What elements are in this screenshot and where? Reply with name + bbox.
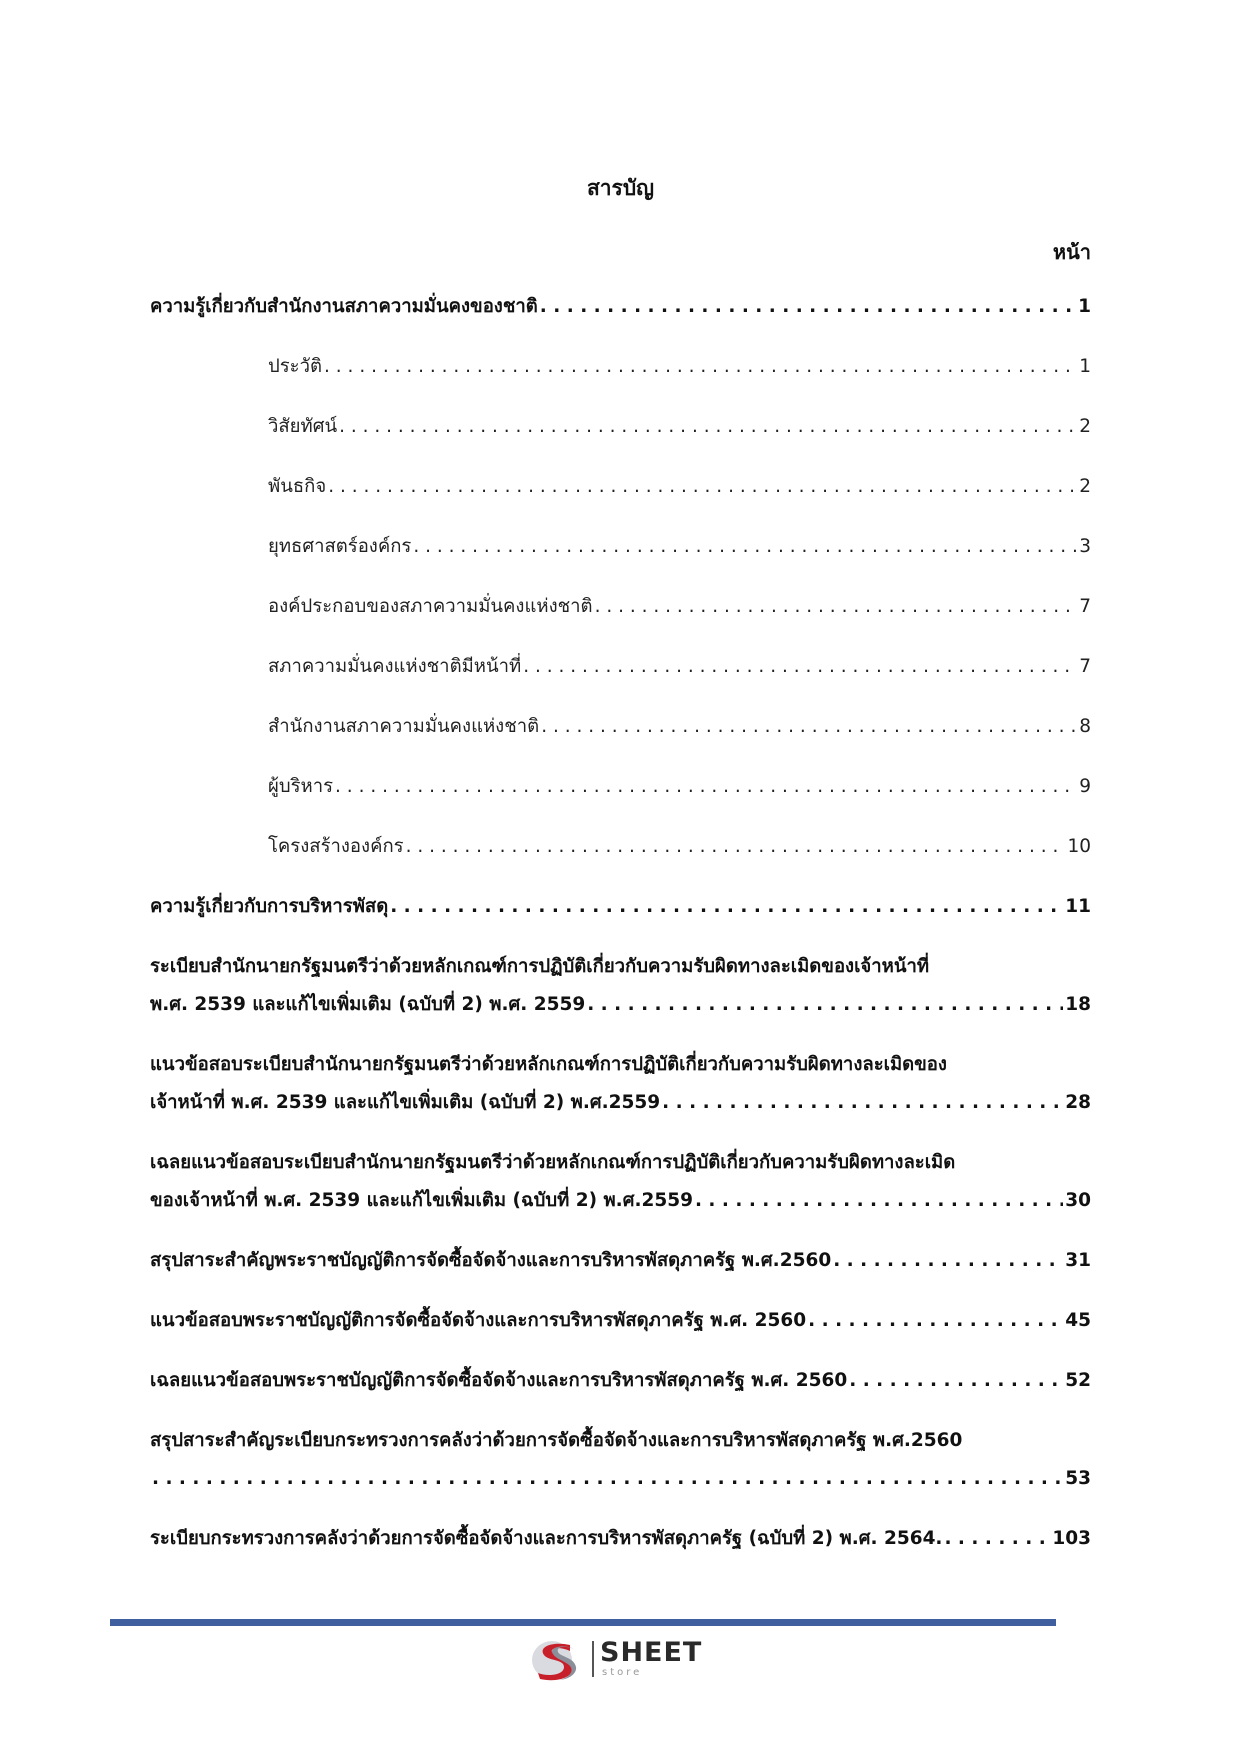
toc-entry-title: ยุทธศาสตร์องค์กร — [268, 536, 412, 557]
toc-entry-title: สรุปสาระสำคัญระเบียบกระทรวงการคลังว่าด้วยการจัดซื้อจัดจ้างและการบริหารพัสดุภาครัฐ พ.ศ.2560 — [150, 1430, 963, 1451]
toc-page-number: 10 — [1067, 836, 1091, 857]
toc-page-number: 28 — [1065, 1092, 1091, 1113]
toc-entry[interactable] — [150, 948, 1091, 1024]
toc-entry[interactable] — [150, 648, 1091, 686]
toc-page-number: 103 — [1052, 1528, 1091, 1549]
table-of-contents — [150, 288, 1091, 1558]
dot-leader — [587, 986, 1063, 1024]
dot-leader — [695, 1182, 1063, 1220]
toc-page-number: 18 — [1065, 994, 1091, 1015]
dot-leader — [849, 1362, 1063, 1400]
dot-leader — [944, 1520, 1050, 1558]
toc-entry[interactable] — [150, 1520, 1091, 1558]
logo-divider — [592, 1641, 594, 1677]
toc-page-number: 1 — [1078, 296, 1091, 317]
logo-subtext: store — [602, 1667, 643, 1678]
toc-entry[interactable] — [150, 708, 1091, 746]
page-column-label: หน้า — [1052, 240, 1091, 264]
toc-entry-title: พันธกิจ — [268, 476, 327, 497]
dot-leader — [662, 1084, 1063, 1122]
toc-entry-title: เฉลยแนวข้อสอบพระราชบัญญัติการจัดซื้อจัดจ้างและการบริหารพัสดุภาครัฐ พ.ศ. 2560 — [150, 1370, 848, 1391]
toc-entry-title: ความรู้เกี่ยวกับสำนักงานสภาความมั่นคงของชาติ — [150, 296, 538, 317]
logo-wordmark: SHEET — [600, 1637, 703, 1668]
toc-entry-title: ความรู้เกี่ยวกับการบริหารพัสดุ — [150, 896, 389, 917]
toc-entry[interactable] — [150, 828, 1091, 866]
toc-page-number: 11 — [1065, 896, 1091, 917]
dot-leader — [335, 768, 1077, 806]
brand-logo — [530, 1637, 710, 1681]
toc-entry[interactable] — [150, 468, 1091, 506]
toc-page-number: 53 — [1065, 1468, 1091, 1489]
toc-page-number: 7 — [1079, 656, 1091, 677]
dot-leader — [540, 288, 1076, 326]
toc-page-number: 45 — [1065, 1310, 1091, 1331]
toc-entry[interactable] — [150, 348, 1091, 386]
toc-entry-title: สภาความมั่นคงแห่งชาติมีหน้าที่ — [268, 656, 522, 677]
toc-entry-title: ประวัติ — [268, 356, 323, 377]
dot-leader — [152, 1460, 1063, 1498]
dot-leader — [523, 648, 1077, 686]
toc-entry-title: ผู้บริหาร — [268, 776, 334, 797]
toc-entry-title: สำนักงานสภาความมั่นคงแห่งชาติ — [268, 716, 540, 737]
toc-page-number: 2 — [1079, 416, 1091, 437]
sheet-store-s-icon — [530, 1637, 586, 1683]
toc-page-number: 30 — [1065, 1190, 1091, 1211]
toc-page-number: 31 — [1065, 1250, 1091, 1271]
dot-leader — [413, 528, 1077, 566]
dot-leader — [595, 588, 1078, 626]
toc-entry[interactable] — [150, 1046, 1091, 1122]
toc-entry[interactable] — [150, 408, 1091, 446]
dot-leader — [541, 708, 1077, 746]
toc-entry-title: แนวข้อสอบพระราชบัญญัติการจัดซื้อจัดจ้างและการบริหารพัสดุภาครัฐ พ.ศ. 2560 — [150, 1310, 807, 1331]
toc-entry-title: ระเบียบกระทรวงการคลังว่าด้วยการจัดซื้อจัดจ้างและการบริหารพัสดุภาครัฐ (ฉบับที่ 2) พ.ศ. 2564. — [150, 1528, 943, 1549]
toc-page-number: 8 — [1079, 716, 1091, 737]
toc-entry[interactable] — [150, 288, 1091, 326]
dot-leader — [324, 348, 1077, 386]
toc-entry-title: โครงสร้างองค์กร — [268, 836, 404, 857]
toc-entry-title: สรุปสาระสำคัญพระราชบัญญัติการจัดซื้อจัดจ้างและการบริหารพัสดุภาครัฐ พ.ศ.2560 — [150, 1250, 832, 1271]
footer-rule — [110, 1619, 1056, 1626]
toc-page-number: 2 — [1079, 476, 1091, 497]
toc-entry[interactable] — [150, 1362, 1091, 1400]
page-title: สารบัญ — [586, 176, 655, 200]
toc-page-number: 7 — [1079, 596, 1091, 617]
toc-page-number: 3 — [1079, 536, 1091, 557]
toc-entry-title: เฉลยแนวข้อสอบระเบียบสำนักนายกรัฐมนตรีว่าด้วยหลักเกณฑ์การปฏิบัติเกี่ยวกับความรับผิดทางละเมิด — [150, 1152, 956, 1173]
dot-leader — [833, 1242, 1063, 1280]
toc-entry-title: เจ้าหน้าที่ พ.ศ. 2539 และแก้ไขเพิ่มเติม (ฉบับที่ 2) พ.ศ.2559 — [150, 1092, 661, 1113]
toc-entry[interactable] — [150, 1242, 1091, 1280]
toc-entry[interactable] — [150, 1302, 1091, 1340]
toc-entry[interactable] — [150, 1422, 1091, 1498]
toc-entry[interactable] — [150, 1144, 1091, 1220]
toc-page-number: 52 — [1065, 1370, 1091, 1391]
dot-leader — [328, 468, 1077, 506]
toc-entry-title: ของเจ้าหน้าที่ พ.ศ. 2539 และแก้ไขเพิ่มเติม (ฉบับที่ 2) พ.ศ.2559 — [150, 1190, 693, 1211]
toc-entry-title: วิสัยทัศน์ — [268, 416, 338, 437]
toc-entry-title: พ.ศ. 2539 และแก้ไขเพิ่มเติม (ฉบับที่ 2) พ.ศ. 2559 — [150, 994, 586, 1015]
toc-entry[interactable] — [150, 528, 1091, 566]
toc-entry-title: ระเบียบสำนักนายกรัฐมนตรีว่าด้วยหลักเกณฑ์การปฏิบัติเกี่ยวกับความรับผิดทางละเมิดของเจ้าหน้าที่ — [150, 956, 930, 977]
toc-entry-title: แนวข้อสอบระเบียบสำนักนายกรัฐมนตรีว่าด้วยหลักเกณฑ์การปฏิบัติเกี่ยวกับความรับผิดทางละเมิดของ — [150, 1054, 947, 1075]
toc-entry-title: องค์ประกอบของสภาความมั่นคงแห่งชาติ — [268, 596, 593, 617]
dot-leader — [406, 828, 1066, 866]
toc-page-number: 9 — [1079, 776, 1091, 797]
toc-page-number: 1 — [1079, 356, 1091, 377]
toc-entry[interactable] — [150, 588, 1091, 626]
toc-entry[interactable] — [150, 768, 1091, 806]
dot-leader — [390, 888, 1063, 926]
dot-leader — [339, 408, 1077, 446]
dot-leader — [808, 1302, 1063, 1340]
toc-entry[interactable] — [150, 888, 1091, 926]
